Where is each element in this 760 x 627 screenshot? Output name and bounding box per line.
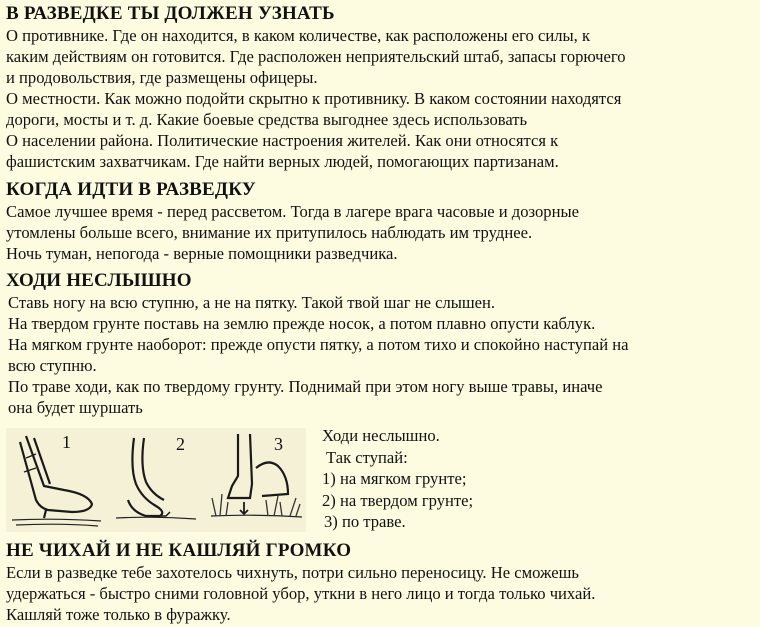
label-1: 1	[62, 432, 71, 452]
text-line: На твердом грунте поставь на землю прежде носок, а потом плавно опусти каблук.	[8, 314, 596, 333]
caption-line: Так ступай:	[326, 447, 408, 467]
caption-line: 2) на твердом грунте;	[322, 490, 474, 510]
heading-walk-silently: ХОДИ НЕСЛЫШНО	[6, 270, 192, 291]
text-line: Ночь туман, непогода - верные помощники разведчика.	[6, 244, 398, 263]
text-line: Если в разведке тебе захотелось чихнуть, потри сильно переносицу. Не сможешь	[6, 563, 579, 582]
step-firm-ground	[128, 438, 170, 516]
text-line: О местности. Как можно подойти скрытно к противнику. В каком состоянии находятся	[6, 89, 622, 108]
text-line: О противнике. Где он находится, в каком количестве, как расположены его силы, к	[6, 26, 591, 45]
text-line: удержаться - быстро сними головной убор, уткни в него лицо и тогда только чихай.	[6, 584, 596, 603]
text-line: она будет шуршать	[8, 398, 143, 417]
text-line: утомлены больше всего, внимание их притупилось наблюдать им труднее.	[6, 223, 533, 242]
text-line: фашистским захватчикам. Где найти верных людей, помогающих партизанам.	[6, 152, 559, 171]
label-2: 2	[176, 434, 185, 454]
label-3: 3	[274, 434, 283, 454]
step-soft-ground	[20, 436, 92, 518]
heading-what-to-learn: В РАЗВЕДКЕ ТЫ ДОЛЖЕН УЗНАТЬ	[6, 3, 335, 24]
footsteps-drawing	[6, 428, 306, 532]
caption-line: 1) на мягком грунте;	[322, 469, 467, 488]
text-line: дороги, мосты и т. д. Какие боевые средства выгоднее здесь использовать	[6, 110, 528, 129]
footsteps-illustration	[6, 428, 306, 532]
text-line: О населении района. Политические настроения жителей. Как они относятся к	[6, 131, 559, 150]
text-line: Кашляй тоже только в фуражку.	[6, 605, 231, 624]
text-line: По траве ходи, как по твердому грунту. Поднимай при этом ногу выше травы, иначе	[8, 377, 603, 396]
heading-no-sneezing: НЕ ЧИХАЙ И НЕ КАШЛЯЙ ГРОМКО	[6, 540, 352, 561]
caption-title: Ходи неслышно.	[322, 426, 440, 445]
text-line: На мягком грунте наоборот: прежде опусти пятку, а потом тихо и спокойно наступай на	[8, 335, 629, 354]
heading-when-to-scout: КОГДА ИДТИ В РАЗВЕДКУ	[6, 179, 256, 200]
text-line: и продовольствия, где размещены офицеры.	[6, 68, 318, 87]
grass-strokes	[212, 494, 300, 516]
text-line: Самое лучшее время - перед рассветом. Тогда в лагере врага часовые и дозорные	[6, 202, 579, 221]
figure-caption	[322, 425, 473, 533]
caption-line: 3) по траве.	[324, 512, 406, 531]
text-line: Ставь ногу на всю ступню, а не на пятку. Такой твой шаг не слышен.	[8, 293, 496, 312]
text-line: всю ступню.	[8, 356, 97, 375]
text-line: каким действиям он готовится. Где расположен неприятельский штаб, запасы горючего	[6, 47, 626, 66]
